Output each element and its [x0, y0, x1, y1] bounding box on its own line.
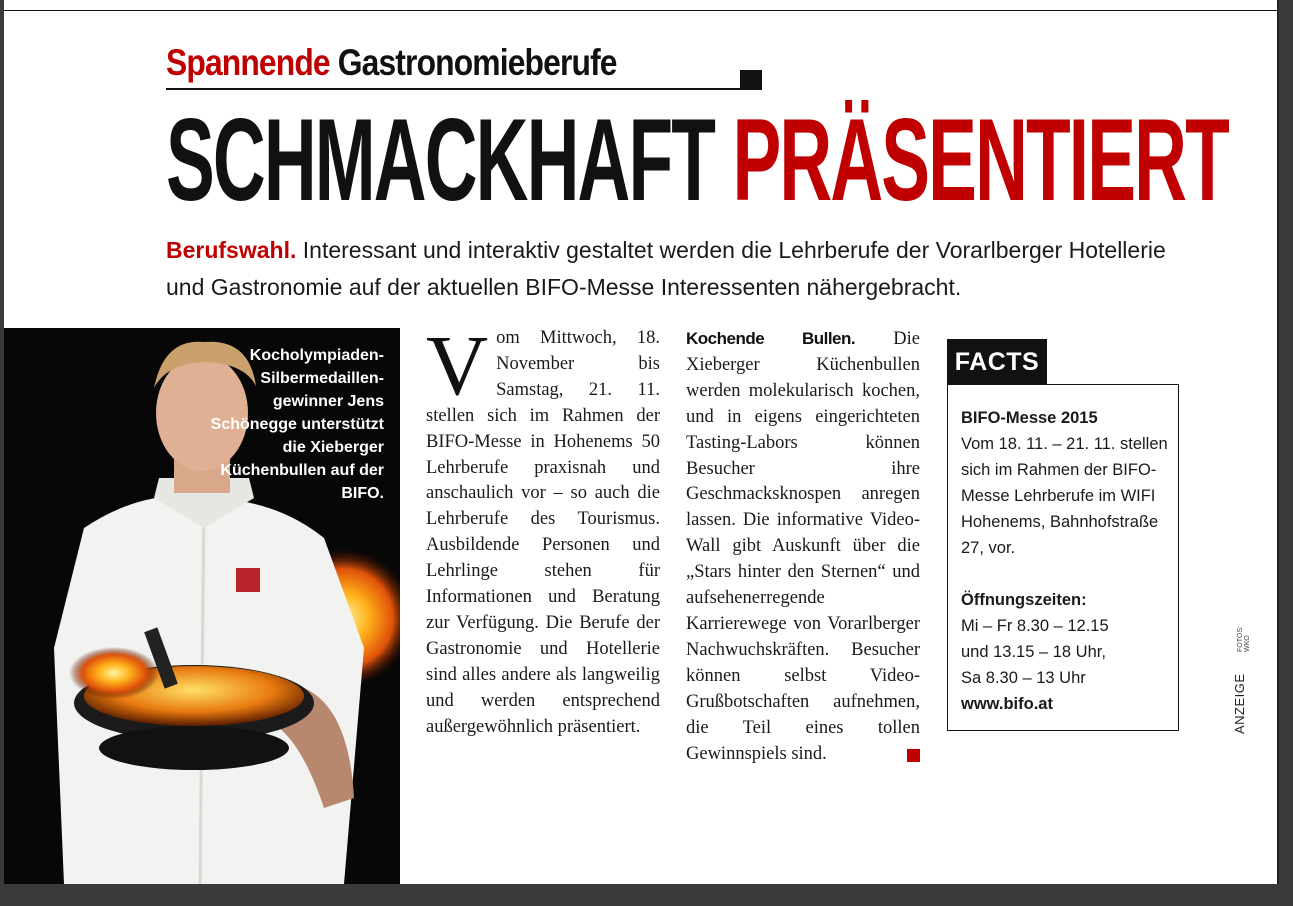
facts-url[interactable]: www.bifo.at [961, 695, 1053, 713]
kicker [166, 40, 617, 86]
facts-hours-3: Sa 8.30 – 13 Uhr [961, 669, 1086, 687]
drop-cap: V [426, 317, 489, 413]
facts-hours-label: Öffnungszeiten: [961, 591, 1087, 609]
article-column-2 [686, 326, 920, 767]
anzeige-label: ANZEIGE [1232, 673, 1247, 734]
kicker-red: Spannende [166, 42, 330, 83]
article-column-1 [426, 317, 660, 741]
column-1-text: om Mittwoch, 18. November bis Samstag, 21. 11. stellen sich im Rahmen der BIFO-Messe in Hohenems 50 Lehrberufe praxisnah und anschaulich vor – so auch die Lehrberufe des Tourismus. Ausbildende Personen und Lehrlinge stehen für Informationen und Beratung zur Verfügung. Die Berufe der Gastronomie und Hotellerie sind alles andere als langweilig und werden entsprechend außergewöhnlich präsentiert. [426, 328, 660, 737]
headline-black: SCHMACKHAFT [166, 94, 715, 225]
kicker-black: Gastronomieberufe [337, 42, 617, 83]
page-edge [1277, 0, 1279, 884]
photo-caption: Kocholympiaden-Silbermedaillen-gewinner Jens Schönegge unterstützt die Xieberger Küchenbullen auf der BIFO. [210, 347, 384, 502]
end-mark [907, 749, 920, 762]
lead-label: Berufswahl. [166, 237, 297, 263]
kicker-square [740, 70, 762, 90]
magazine-page [4, 0, 1277, 884]
facts-hours-2: und 13.15 – 18 Uhr, [961, 643, 1106, 661]
facts-body: Vom 18. 11. – 21. 11. stellen sich im Rahmen der BIFO-Messe Lehrberufe im WIFI Hohenems, Bahnhofstraße 27, vor. [961, 435, 1168, 557]
lead-paragraph [166, 232, 1176, 306]
facts-box [947, 384, 1179, 731]
headline [166, 94, 1228, 225]
column-2-text: Die Xieberger Küchenbullen werden molekularisch kochen, und in eigens eingerichteten Tasting-Labors können Besucher ihre Geschmacksknospen anregen lassen. Die informative Video-Wall gibt Auskunft über die „Stars hinter den Sternen“ und aufsehenerregende Karrierewege von Vorarlberger Nachwuchskräften. Besucher können selbst Video-Grußbotschaften aufnehmen, die Teil eines tollen Gewinnspiels sind. [686, 329, 920, 764]
top-rule [4, 10, 1277, 11]
facts-title: BIFO-Messe 2015 [961, 409, 1098, 427]
facts-hours-1: Mi – Fr 8.30 – 12.15 [961, 617, 1109, 635]
lead-text: Interessant und interaktiv gestaltet werden die Lehrberufe der Vorarlberger Hotellerie und Gastronomie auf der aktuellen BIFO-Messe Interessenten nähergebracht. [166, 237, 1166, 300]
headline-red: PRÄSENTIERT [732, 94, 1228, 225]
subheading: Kochende Bullen. [686, 329, 856, 348]
chef-photo [4, 328, 400, 884]
photo-credit: FOTOS: WKO [1237, 626, 1251, 652]
kicker-underline [166, 88, 760, 90]
facts-tab: FACTS [947, 339, 1047, 385]
